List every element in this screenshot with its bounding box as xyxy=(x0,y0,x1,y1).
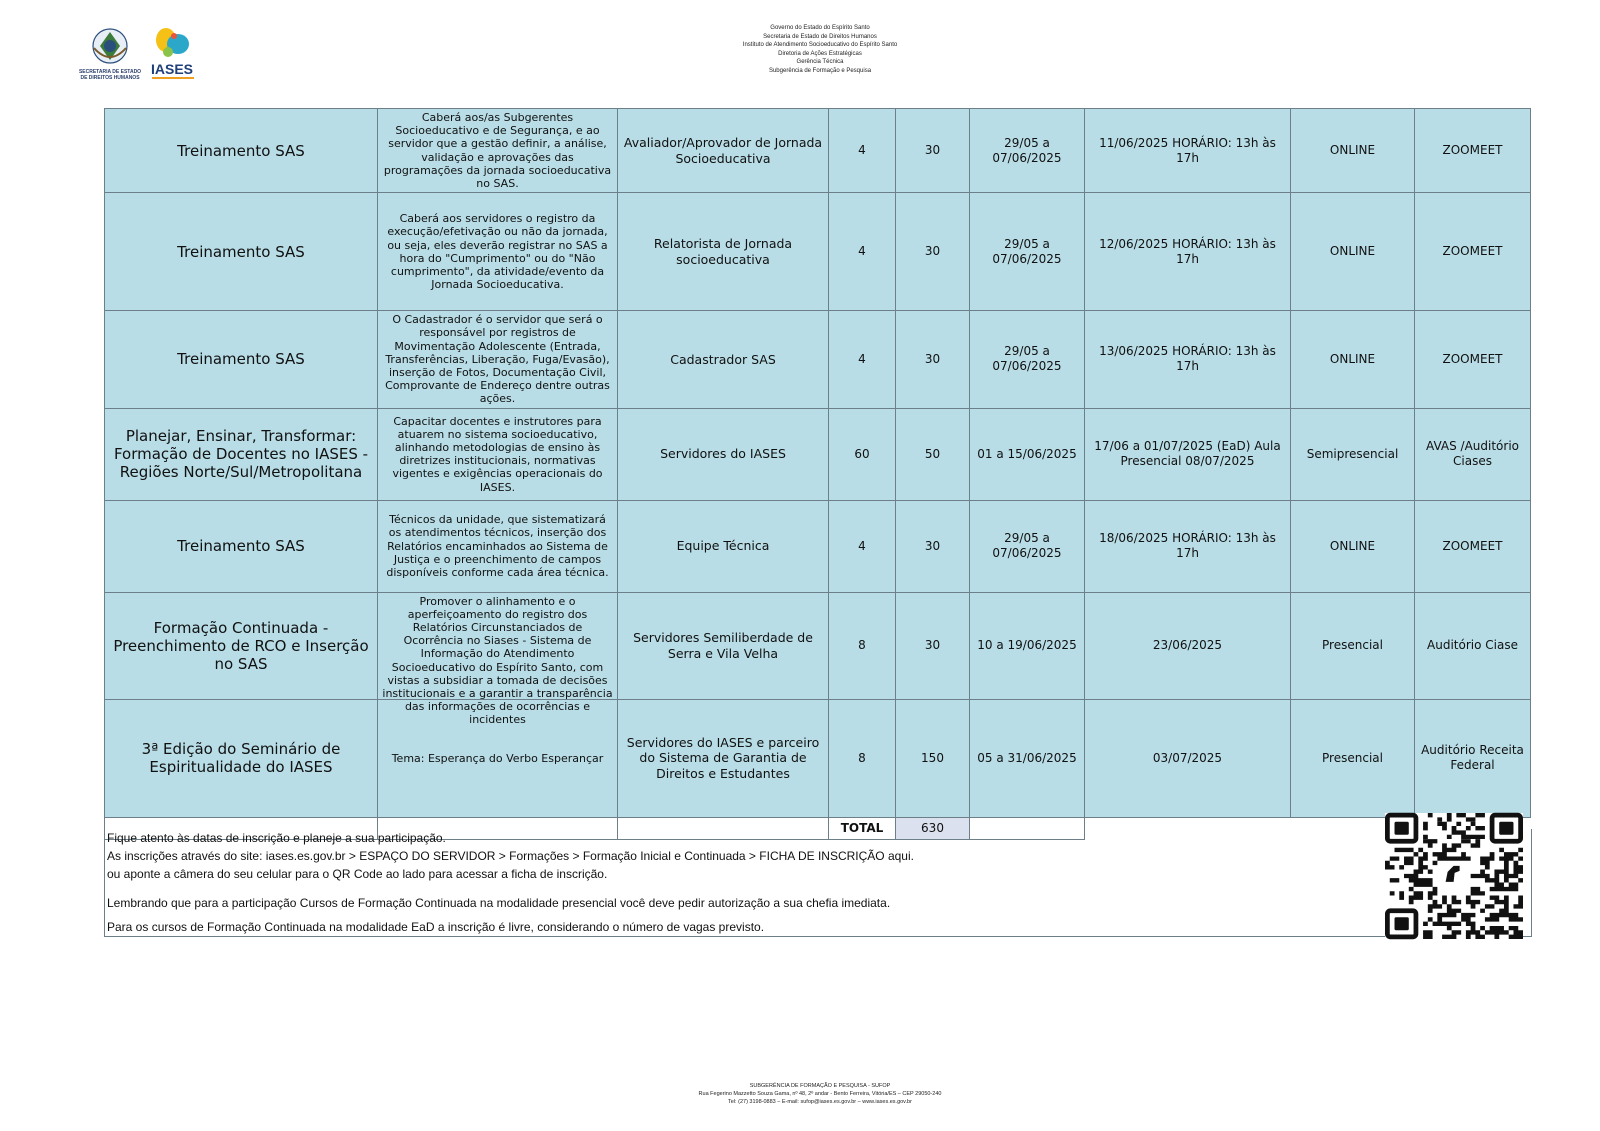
footer-line: Tel: (27) 3198-0883 – E-mail: sufop@iases.es.gov.br – www.iases.es.gov.br xyxy=(728,1099,912,1105)
course-dates: 23/06/2025 xyxy=(1085,592,1291,699)
modality: ONLINE xyxy=(1291,193,1415,311)
course-name: Treinamento SAS xyxy=(105,193,378,311)
workload-hours: 4 xyxy=(829,311,896,408)
table-row xyxy=(105,500,1531,592)
vacancies: 30 xyxy=(896,193,970,311)
registration-period: 29/05 a 07/06/2025 xyxy=(970,109,1085,193)
course-name: Treinamento SAS xyxy=(105,500,378,592)
logos xyxy=(80,22,210,84)
workload-hours: 4 xyxy=(829,193,896,311)
target-audience: Servidores Semiliberdade de Serra e Vila Velha xyxy=(618,592,829,699)
course-description: Caberá aos servidores o registro da execução/efetivação ou não da jornada, ou seja, eles deverão registrar no SAS a hora do "Cumprimento" ou do "Não cumprimento", da atividade/evento da Jornada Socioeducativa. xyxy=(378,193,618,311)
course-dates: 17/06 a 01/07/2025 (EaD) Aula Presencial 08/07/2025 xyxy=(1085,408,1291,500)
location: ZOOMEET xyxy=(1415,193,1531,311)
total-label: TOTAL xyxy=(829,817,896,839)
target-audience: Cadastrador SAS xyxy=(618,311,829,408)
course-dates: 03/07/2025 xyxy=(1085,699,1291,817)
header-line: Gerência Técnica xyxy=(796,59,844,66)
header-line: Governo do Estado do Espírito Santo xyxy=(770,25,870,31)
header-line: Diretoria de Ações Estratégicas xyxy=(778,50,862,57)
course-dates: 12/06/2025 HORÁRIO: 13h às 17h xyxy=(1085,193,1291,311)
note-line: Para os cursos de Formação Continuada na modalidade EaD a inscrição é livre, considerando o número de vagas previsto. xyxy=(107,920,765,934)
modality: Semipresencial xyxy=(1291,408,1415,500)
workload-hours: 4 xyxy=(829,500,896,592)
note-line: As inscrições através do site: iases.es.gov.br > ESPAÇO DO SERVIDOR > Formações > Formação Inicial e Continuada > FICHA DE INSCRIÇÃO aqui. xyxy=(107,849,914,863)
footer-line: Rua Fegerino Mazzetto Souza Gama, nº 48, 2º andar - Bento Ferreira, Vitória/ES – CEP 29050-240 xyxy=(698,1091,942,1097)
modality: ONLINE xyxy=(1291,109,1415,193)
vacancies: 50 xyxy=(896,408,970,500)
iases-logo-underline xyxy=(152,77,194,79)
header-line: Subgerência de Formação e Pesquisa xyxy=(768,67,872,74)
course-description xyxy=(378,592,618,727)
header-line: Secretaria de Estado de Direitos Humanos xyxy=(763,33,877,40)
vacancies: 30 xyxy=(896,500,970,592)
table-row xyxy=(105,193,1531,311)
schedule-table xyxy=(104,108,1531,840)
vacancies: 30 xyxy=(896,592,970,699)
location: AVAS /Auditório Ciases xyxy=(1415,408,1531,500)
course-name: 3ª Edição do Seminário de Espiritualidade do IASES xyxy=(105,699,378,817)
course-description: Capacitar docentes e instrutores para atuarem no sistema socioeducativo, alinhando metodologias de ensino às diretrizes institucionais, normativas vigentes e exigências operacionais do IASES. xyxy=(378,408,618,500)
modality: ONLINE xyxy=(1291,311,1415,408)
course-dates: 11/06/2025 HORÁRIO: 13h às 17h xyxy=(1085,109,1291,193)
course-name: Treinamento SAS xyxy=(105,109,378,193)
table-row xyxy=(105,109,1531,193)
vacancies: 30 xyxy=(896,311,970,408)
sedh-logo-text-2: DE DIREITOS HUMANOS xyxy=(80,75,140,81)
sedh-logo-icon xyxy=(93,29,127,63)
registration-period: 01 a 15/06/2025 xyxy=(970,408,1085,500)
course-description: O Cadastrador é o servidor que será o responsável por registros de Movimentação Adolescente (Entrada, Transferências, Liberação, Fuga/Evasão), inserção de Fotos, Documentação Civil, Comprovante de Endereço dentre outras ações. xyxy=(378,311,618,408)
workload-hours: 4 xyxy=(829,109,896,193)
qr-code[interactable] xyxy=(1385,813,1523,939)
footer-line: SUBGERÊNCIA DE FORMAÇÃO E PESQUISA - SUFOP xyxy=(749,1083,891,1089)
registration-period: 29/05 a 07/06/2025 xyxy=(970,500,1085,592)
note-line: Fique atento às datas de inscrição e planeje a sua participação. xyxy=(107,831,446,845)
document-footer xyxy=(620,1082,1020,1106)
course-dates: 18/06/2025 HORÁRIO: 13h às 17h xyxy=(1085,500,1291,592)
table-row xyxy=(105,311,1531,408)
registration-period: 29/05 a 07/06/2025 xyxy=(970,193,1085,311)
course-description: Técnicos da unidade, que sistematizará os atendimentos técnicos, inserção dos Relatórios encaminhados ao Sistema de Justiça e o preenchimento de campos disponíveis conforme cada área técnica. xyxy=(378,500,618,592)
note-line: Lembrando que para a participação Cursos de Formação Continuada na modalidade presencial você deve pedir autorização a sua chefia imediata. xyxy=(107,896,891,910)
course-description: Caberá aos/as Subgerentes Socioeducativo e de Segurança, e ao servidor que a gestão definir, a análise, validação e aprovações das programações da jornada socioeducativa no SAS. xyxy=(378,109,618,193)
target-audience: Servidores do IASES e parceiro do Sistema de Garantia de Direitos e Estudantes xyxy=(618,699,829,817)
course-name: Formação Continuada - Preenchimento de RCO e Inserção no SAS xyxy=(105,592,378,699)
logos-graphic xyxy=(80,22,210,84)
workload-hours: 8 xyxy=(829,699,896,817)
sedh-logo-text-1: SECRETARIA DE ESTADO xyxy=(78,69,142,75)
registration-notes xyxy=(104,829,1532,937)
course-dates: 13/06/2025 HORÁRIO: 13h às 17h xyxy=(1085,311,1291,408)
iases-logo-icon xyxy=(156,28,189,57)
registration-period: 29/05 a 07/06/2025 xyxy=(970,311,1085,408)
header-line: Instituto de Atendimento Socioeducativo do Espírito Santo xyxy=(742,42,898,49)
total-value: 630 xyxy=(896,817,970,839)
modality: Presencial xyxy=(1291,699,1415,817)
location: Auditório Ciase xyxy=(1415,592,1531,699)
course-description-text: Promover o alinhamento e o aperfeiçoamento do registro dos Relatórios Circunstanciados de Ocorrência no Siases - Sistema de Informação do Atendimento Socioeducativo do Espírito Santo, com vistas a subsidiar a tomada de decisões institucionais e a garantir a transparência das informações de ocorrências e incidentes xyxy=(382,594,613,727)
table-row xyxy=(105,408,1531,500)
registration-period: 10 a 19/06/2025 xyxy=(970,592,1085,699)
modality: Presencial xyxy=(1291,592,1415,699)
location: ZOOMEET xyxy=(1415,109,1531,193)
registration-period: 05 a 31/06/2025 xyxy=(970,699,1085,817)
target-audience: Equipe Técnica xyxy=(618,500,829,592)
target-audience: Avaliador/Aprovador de Jornada Socioeducativa xyxy=(618,109,829,193)
iases-logo-text: IASES xyxy=(150,61,194,77)
location: ZOOMEET xyxy=(1415,500,1531,592)
modality: ONLINE xyxy=(1291,500,1415,592)
workload-hours: 8 xyxy=(829,592,896,699)
workload-hours: 60 xyxy=(829,408,896,500)
course-name: Planejar, Ensinar, Transformar: Formação de Docentes no IASES - Regiões Norte/Sul/Metropolitana xyxy=(105,408,378,500)
location: Auditório Receita Federal xyxy=(1415,699,1531,817)
target-audience: Relatorista de Jornada socioeducativa xyxy=(618,193,829,311)
table-row xyxy=(105,699,1531,817)
vacancies: 150 xyxy=(896,699,970,817)
target-audience: Servidores do IASES xyxy=(618,408,829,500)
location: ZOOMEET xyxy=(1415,311,1531,408)
note-line: ou aponte a câmera do seu celular para o QR Code ao lado para acessar a ficha de inscrição. xyxy=(107,867,608,881)
document-header xyxy=(620,24,1020,76)
course-name: Treinamento SAS xyxy=(105,311,378,408)
table-row xyxy=(105,592,1531,699)
qr-code-icon xyxy=(1385,813,1523,939)
vacancies: 30 xyxy=(896,109,970,193)
course-description: Tema: Esperança do Verbo Esperançar xyxy=(378,699,618,817)
